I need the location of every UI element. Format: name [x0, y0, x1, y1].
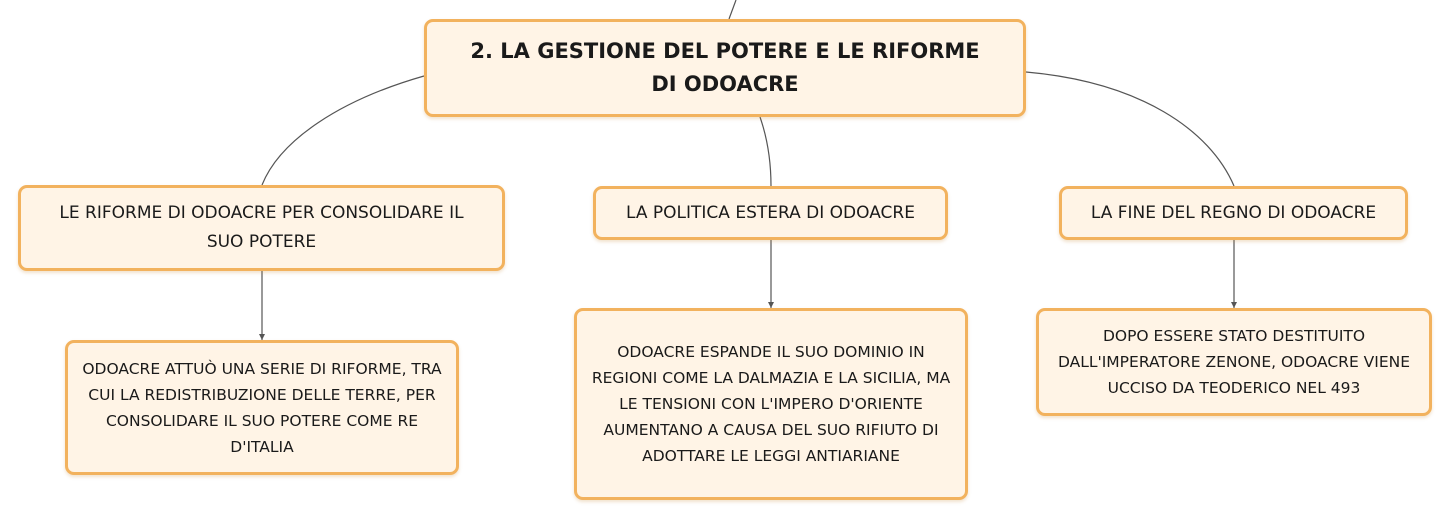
detail-label-riforme: ODOACRE ATTUÒ UNA SERIE DI RIFORME, TRA CUI LA REDISTRIBUZIONE DELLE TERRE, PER CONSOLIDARE IL SUO POTERE COME RE D'ITALIA: [82, 359, 442, 456]
branch-label-politica-estera: LA POLITICA ESTERA DI ODOACRE: [626, 202, 915, 223]
branch-label-riforme: LE RIFORME DI ODOACRE PER CONSOLIDARE IL SUO POTERE: [59, 203, 464, 252]
detail-node-politica-estera[interactable]: [574, 308, 968, 500]
branch-node-fine-regno[interactable]: [1059, 186, 1408, 240]
branch-label-fine-regno: LA FINE DEL REGNO DI ODOACRE: [1090, 202, 1377, 223]
branch-node-riforme[interactable]: [18, 185, 505, 271]
detail-node-fine-regno[interactable]: [1036, 308, 1432, 416]
connector-root-to-end: [1026, 72, 1234, 186]
branch-node-politica-estera[interactable]: [593, 186, 948, 240]
detail-node-riforme[interactable]: [65, 340, 459, 475]
connector-root-to-foreign: [760, 117, 771, 186]
connector-root-to-reforms: [262, 76, 424, 185]
root-topic-node[interactable]: [424, 19, 1026, 117]
connector-parent-to-root: [729, 0, 736, 19]
root-topic-label: 2. LA GESTIONE DEL POTERE E LE RIFORME DI ODOACRE: [470, 39, 980, 96]
detail-label-politica-estera: ODOACRE ESPANDE IL SUO DOMINIO IN REGIONI COME LA DALMAZIA E LA SICILIA, MA LE TENSIONI CON L'IMPERO D'ORIENTE AUMENTANO A CAUSA DEL SUO RIFIUTO DI ADOTTARE LE LEGGI ANTIARIANE: [591, 343, 951, 465]
detail-label-fine-regno: DOPO ESSERE STATO DESTITUITO DALL'IMPERATORE ZENONE, ODOACRE VIENE UCCISO DA TEODERICO NEL 493: [1057, 327, 1411, 397]
